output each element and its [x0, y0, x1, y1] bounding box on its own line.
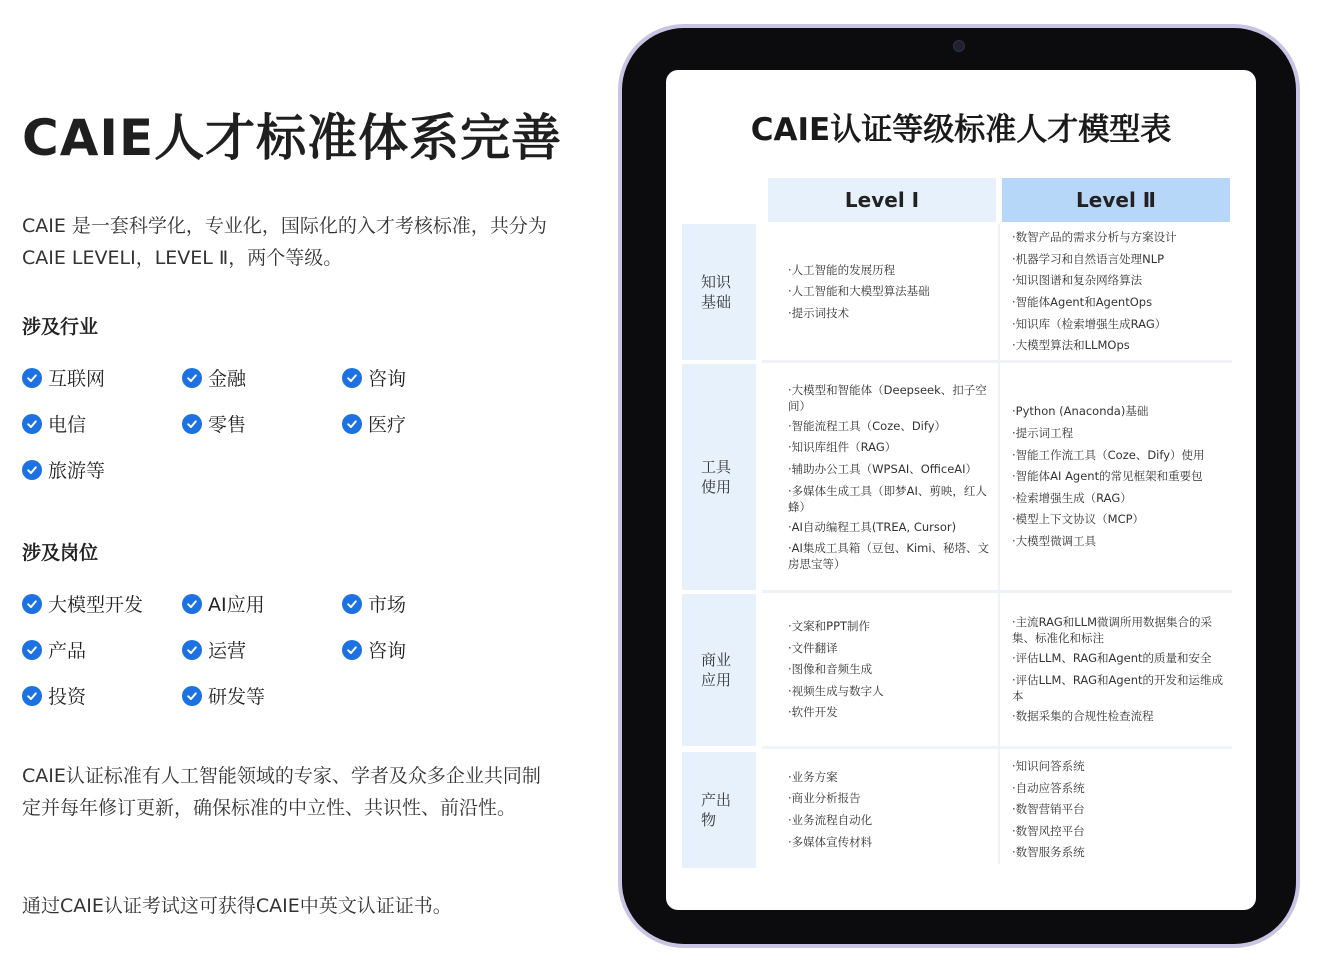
list-item: ·AI集成工具箱（豆包、Kimi、秘塔、文房思宝等）: [788, 541, 990, 572]
list-item: ·智能体Agent和AgentOps: [1012, 295, 1153, 309]
tablet-screen: [666, 70, 1256, 910]
list-item: ·大模型算法和LLMOps: [1012, 338, 1130, 353]
list-item: ·提示词技术: [788, 305, 850, 320]
list-item: ·Python (Anaconda)基础: [1012, 404, 1149, 419]
position-tag: [182, 636, 246, 663]
industry-tag: [22, 456, 105, 483]
position-tag: [22, 682, 86, 709]
table-title: CAIE认证等级标准人才模型表: [750, 112, 1172, 148]
position-tag: [182, 590, 265, 617]
list-item: ·业务方案: [788, 769, 838, 784]
intro-text: CAIE 是一套科学化，专业化，国际化的入才考核标准，共分为 CAIE LEVELⅠ，LEVEL Ⅱ，两个等级。: [22, 215, 547, 269]
tablet-device: [618, 24, 1300, 948]
row-label-line2: 基础: [701, 293, 732, 311]
row-label-line2: 使用: [701, 478, 732, 496]
row-label-line2: 应用: [701, 671, 732, 689]
check-icon: [342, 640, 362, 660]
list-item: ·智能流程工具（Coze、Dify）: [788, 418, 947, 433]
row-header-tools: [682, 364, 756, 590]
industry-label: 旅游等: [48, 460, 106, 482]
industry-label: 金融: [208, 368, 247, 390]
row-divider: [762, 590, 1232, 593]
list-item: ·辅助办公工具（WPSAI、OfficeAI）: [788, 462, 978, 476]
industry-tag: [22, 364, 105, 391]
positions-list: [22, 590, 542, 720]
industries-list: [22, 364, 542, 494]
row-header-output: [682, 752, 756, 868]
column-divider: [998, 224, 1000, 864]
industry-tag: [22, 410, 86, 437]
check-icon: [22, 460, 42, 480]
row-header-business: [682, 594, 756, 746]
position-label: 运营: [208, 640, 247, 662]
check-icon: [182, 368, 202, 388]
list-item: ·图像和音频生成: [788, 662, 873, 677]
industries-heading: 涉及行业: [22, 316, 99, 338]
list-item: ·数智营销平台: [1012, 802, 1085, 817]
industry-tag: [182, 410, 246, 437]
list-item: ·多媒体生成工具（即梦AI、剪映，红人蜂）: [788, 483, 987, 514]
industry-tag: [342, 364, 406, 391]
list-item: ·业务流程自动化: [788, 813, 873, 827]
position-tag: [22, 636, 86, 663]
industry-label: 咨询: [368, 368, 407, 390]
position-label: 投资: [48, 686, 87, 708]
check-icon: [182, 686, 202, 706]
list-item: ·知识库组件（RAG）: [788, 440, 897, 455]
row-divider: [762, 746, 1232, 749]
list-item: ·人工智能的发展历程: [788, 262, 896, 277]
position-tag: [22, 590, 143, 617]
list-item: ·知识问答系统: [1012, 759, 1085, 774]
row-label-line1: 商业: [701, 651, 732, 669]
list-item: ·数据采集的合规性检查流程: [1012, 709, 1154, 723]
row-header-knowledge: [682, 224, 756, 360]
check-icon: [182, 414, 202, 434]
column-header-level1: Level Ⅰ: [768, 178, 996, 222]
position-label: 产品: [48, 640, 87, 662]
page-title: CAIE人才标准体系完善: [22, 109, 563, 167]
cell-output-level1: [770, 752, 994, 868]
list-item: ·视频生成与数字人: [788, 683, 884, 698]
cell-tools-level1: [770, 364, 994, 590]
position-label: 大模型开发: [48, 594, 144, 616]
position-tag: [182, 682, 265, 709]
list-item: ·智能体AI Agent的常见框架和重要包: [1012, 469, 1203, 484]
list-item: ·评估LLM、RAG和Agent的开发和运维成本: [1012, 673, 1224, 703]
list-item: ·AI自动编程工具(TREA, Cursor): [788, 519, 957, 534]
check-icon: [342, 368, 362, 388]
cell-business-level2: [1004, 594, 1228, 746]
industry-tag: [182, 364, 246, 391]
position-label: 市场: [368, 594, 407, 616]
cell-knowledge-level1: [770, 224, 994, 360]
list-item: ·智能工作流工具（Coze、Dify）使用: [1012, 447, 1205, 462]
row-divider: [762, 360, 1232, 363]
check-icon: [342, 414, 362, 434]
list-item: ·大模型微调工具: [1012, 533, 1097, 548]
list-item: ·主流RAG和LLM微调所用数据集合的采集、标准化和标注: [1012, 615, 1212, 646]
row-label-line1: 产出: [701, 791, 732, 809]
industry-label: 电信: [48, 414, 87, 436]
cell-business-level1: [770, 594, 994, 746]
list-item: ·评估LLM、RAG和Agent的质量和安全: [1012, 651, 1212, 666]
check-icon: [22, 640, 42, 660]
list-item: ·软件开发: [788, 705, 838, 720]
position-tag: [342, 590, 406, 617]
standard-description: CAIE认证标准有人工智能领域的专家、学者及众多企业共同制定并每年修订更新，确保标准的中立性、共识性、前沿性。: [22, 765, 541, 819]
certificate-note: 通过CAIE认证考试这可获得CAIE中英文认证证书。: [22, 895, 452, 917]
tablet-bezel: [622, 28, 1296, 944]
list-item: ·检索增强生成（RAG）: [1012, 490, 1132, 505]
positions-heading: 涉及岗位: [22, 542, 99, 564]
list-item: ·文件翻译: [788, 640, 838, 655]
industry-tag: [342, 410, 406, 437]
list-item: ·数智风控平台: [1012, 823, 1085, 838]
list-item: ·商业分析报告: [788, 791, 861, 806]
camera-icon: [953, 40, 965, 52]
row-label-line1: 工具: [701, 458, 732, 476]
check-icon: [22, 686, 42, 706]
row-label-line1: 知识: [701, 273, 732, 291]
industry-label: 零售: [208, 414, 247, 436]
list-item: ·多媒体宣传材料: [788, 834, 873, 849]
position-label: AI应用: [208, 594, 265, 616]
list-item: ·知识图谱和复杂网络算法: [1012, 273, 1143, 288]
cell-output-level2: [1004, 752, 1228, 868]
list-item: ·模型上下文协议（MCP）: [1012, 512, 1145, 527]
list-item: ·数智服务系统: [1012, 845, 1085, 860]
position-label: 咨询: [368, 640, 407, 662]
list-item: ·大模型和智能体（Deepseek、扣子空间）: [788, 382, 987, 413]
industry-label: 互联网: [48, 368, 106, 390]
list-item: ·人工智能和大模型算法基础: [788, 284, 930, 299]
check-icon: [22, 368, 42, 388]
list-item: ·数智产品的需求分析与方案设计: [1012, 230, 1177, 245]
list-item: ·文案和PPT制作: [788, 619, 871, 634]
industry-label: 医疗: [368, 414, 407, 436]
row-label-line2: 物: [701, 811, 717, 829]
position-tag: [342, 636, 406, 663]
check-icon: [182, 594, 202, 614]
position-label: 研发等: [208, 686, 266, 708]
list-item: ·机器学习和自然语言处理NLP: [1012, 251, 1165, 266]
check-icon: [22, 594, 42, 614]
column-header-level2: Level Ⅱ: [1002, 178, 1230, 222]
check-icon: [342, 594, 362, 614]
check-icon: [22, 414, 42, 434]
check-icon: [182, 640, 202, 660]
cell-knowledge-level2: [1004, 224, 1228, 360]
list-item: ·提示词工程: [1012, 426, 1074, 441]
list-item: ·自动应答系统: [1012, 780, 1085, 795]
cell-tools-level2: [1004, 364, 1228, 590]
list-item: ·知识库（检索增强生成RAG）: [1012, 316, 1167, 331]
